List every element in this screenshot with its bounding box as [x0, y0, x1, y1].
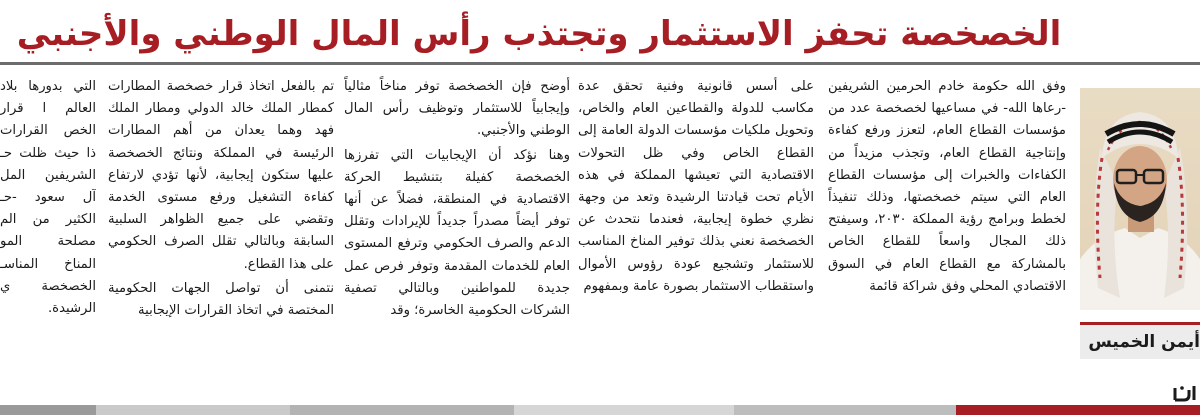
author-portrait-icon [1080, 88, 1200, 310]
article-headline: الخصخصة تحفز الاستثمار وتجتذب رأس المال الوطني والأجنبي [16, 14, 1062, 54]
strip-segment [514, 405, 734, 415]
article-column-2 [578, 76, 814, 402]
strip-segment [96, 405, 290, 415]
author-photo [1080, 88, 1200, 310]
strip-segment [956, 405, 1200, 415]
strip-segment [734, 405, 956, 415]
column-paragraph: أوضح فإن الخصخصة توفر مناخاً مثالياً وإيجابياً للاستثمار وتوظيف رأس المال الوطني والأجنبي. [344, 79, 570, 139]
column-paragraph: التي بدورها بلاد العالم ا قرار الخص القرارات ذا حيث ظلت حـ الشريفين المل آل سعود -حـ الكثير من الم مصلحة المو المناخ المناسـ الخصخصة ي الرشيدة. [0, 79, 96, 317]
column-paragraph: نتمنى أن تواصل الجهات الحكومية المختصة في اتخاذ القرارات الإيجابية [108, 280, 334, 319]
column-paragraph: على أسس قانونية وفنية تحقق عدة مكاسب للدولة والقطاعين العام والخاص، وتحويل ملكيات مؤسسات الدولة العامة إلى القطاع الخاص وفي ظل التحولات الاقتصادية التي تعيشها المملكة في هذه الأيام تحت قيادتنا الرشيدة وتعد من وجهة نظري خطوة إيجابية، فعندما نتحدث عن الخصخصة نعني بذلك توفير المناخ المناسب للاستثمار وتشجيع عودة رؤوس الأموال واستقطاب الاستثمار بصورة عامة وبمفهوم [578, 79, 814, 294]
author-bar [1080, 322, 1200, 359]
column-paragraph: تم بالفعل اتخاذ قرار خصخصة المطارات كمطار الملك خالد الدولي ومطار الملك فهد وهما يعدان من أهم المطارات الرئيسة في المملكة ونتائج الخصخصة عليها ستكون إيجابية، لأنها تؤدي لارتفاع كفاءة التشغيل ورفع مستوى الخدمة وتقضي على جميع الظواهر السلبية السابقة وبالتالي تقلل الصرف الحكومي على هذا القطاع. [108, 79, 334, 272]
author-name: أيمن الخميس [1088, 332, 1200, 352]
newspaper-logo [1172, 384, 1200, 404]
article-column-1 [828, 76, 1066, 402]
article-column-4 [108, 76, 334, 402]
strip-segment [0, 405, 96, 415]
bottom-strip [0, 405, 1200, 415]
strip-segment [290, 405, 514, 415]
column-paragraph: وهنا نؤكد أن الإيجابيات التي تفرزها الخصخصة كفيلة بتنشيط الحركة الاقتصادية في المنطقة، فضلاً عن أنها توفر أيضاً مصدراً جديداً للإيرادات وتقلل الدعم والصرف الحكومي وترفع المستوى العام للخدمات المقدمة وتوفر فرص عمل جديدة للمواطنين وبالتالي تصفية الشركات الحكومية الخاسرة؛ وقد [344, 147, 570, 319]
newspaper-logo-icon [1172, 384, 1200, 404]
column-paragraph: وفق الله حكومة خادم الحرمين الشريفين -رعاها الله- في مساعيها لخصخصة عدد من مؤسسات القطاع العام، لتعزز ورفع كفاءة وإنتاجية القطاع العام، وتجذب مزيداً من الكفاءات والخبرات إلى مؤسسات القطاع العام التي سيتم خصخصتها، وذلك تنفيذاً لخطط وبرامج رؤية المملكة ٢٠٣٠، وسيفتح ذلك المجال واسعاً للقطاع الخاص بالمشاركة مع القطاع العام في السوق الاقتصادي المحلي وفق شراكة قائمة [828, 79, 1066, 294]
article-column-5-cropped [0, 76, 96, 402]
headline-rule [0, 62, 1200, 65]
article-column-3 [344, 76, 570, 402]
